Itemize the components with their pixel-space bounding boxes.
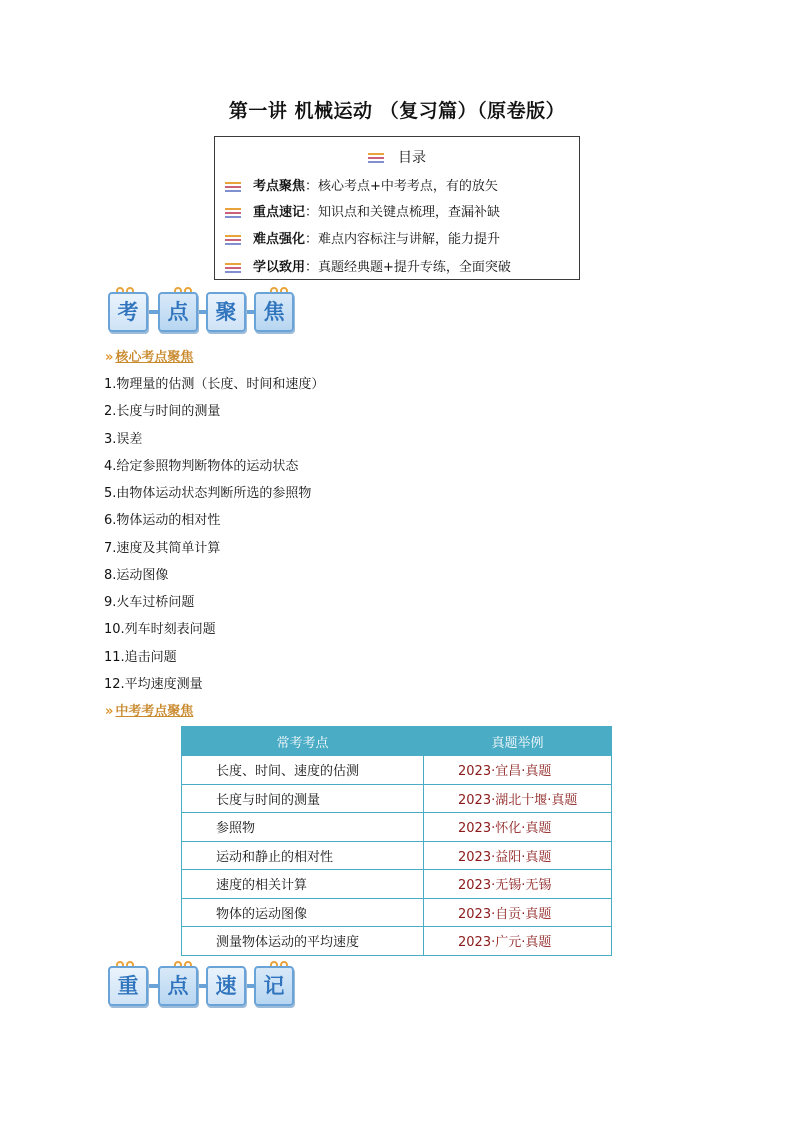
exam-example: 2023·宜昌·真题 bbox=[424, 756, 612, 785]
toc-row[interactable] bbox=[225, 175, 498, 194]
banner-char: 聚 bbox=[206, 292, 246, 332]
toc-row[interactable] bbox=[225, 256, 511, 275]
toc-row-desc: ：核心考点+中考考点，有的放矢 bbox=[305, 179, 498, 194]
toc-heading: 目录 bbox=[398, 150, 426, 166]
exam-example: 2023·自贡·真题 bbox=[424, 898, 612, 927]
toc-row-label: 考点聚焦 bbox=[253, 179, 306, 194]
exam-point: 物体的运动图像 bbox=[182, 898, 424, 927]
page-title: 第一讲 机械运动 （复习篇）（原卷版） bbox=[228, 100, 566, 122]
list-item: 8.运动图像 bbox=[104, 568, 169, 583]
exam-point: 长度与时间的测量 bbox=[182, 784, 424, 813]
double-chevron-icon: » bbox=[105, 704, 114, 719]
list-item: 4.给定参照物判断物体的运动状态 bbox=[104, 459, 299, 474]
toc-row-desc: ：难点内容标注与讲解，能力提升 bbox=[305, 232, 501, 247]
table-row bbox=[182, 784, 612, 813]
list-item: 3.误差 bbox=[104, 432, 143, 447]
list-item: 5.由物体运动状态判断所选的参照物 bbox=[104, 486, 312, 501]
exam-point: 速度的相关计算 bbox=[182, 870, 424, 899]
banner-char: 记 bbox=[254, 966, 294, 1006]
list-item: 2.长度与时间的测量 bbox=[104, 404, 221, 419]
table-header-row bbox=[182, 727, 612, 756]
list-icon bbox=[225, 182, 241, 192]
table-row bbox=[182, 898, 612, 927]
toc-row-label: 学以致用 bbox=[253, 260, 306, 275]
toc-row-desc: ：知识点和关键点梳理，查漏补缺 bbox=[305, 205, 501, 220]
table-row bbox=[182, 813, 612, 842]
exam-example: 2023·益阳·真题 bbox=[424, 841, 612, 870]
list-icon bbox=[368, 153, 384, 163]
banner-char: 考 bbox=[108, 292, 148, 332]
exam-points-table bbox=[181, 726, 612, 956]
banner-char: 点 bbox=[158, 292, 198, 332]
list-icon bbox=[225, 263, 241, 273]
double-chevron-icon: » bbox=[105, 350, 114, 365]
toc-row-desc: ：真题经典题+提升专练，全面突破 bbox=[305, 260, 511, 275]
list-item: 6.物体运动的相对性 bbox=[104, 513, 221, 528]
toc-row-label: 重点速记 bbox=[253, 205, 306, 220]
column-header: 常考考点 bbox=[182, 727, 424, 756]
table-row bbox=[182, 927, 612, 956]
list-item: 12.平均速度测量 bbox=[104, 677, 203, 692]
exam-point: 运动和静止的相对性 bbox=[182, 841, 424, 870]
table-row bbox=[182, 841, 612, 870]
toc-row[interactable] bbox=[225, 228, 500, 247]
exam-example: 2023·无锡·无锡 bbox=[424, 870, 612, 899]
section-heading-core: » 核心考点聚焦 bbox=[105, 350, 194, 365]
exam-example: 2023·广元·真题 bbox=[424, 927, 612, 956]
column-header: 真题举例 bbox=[424, 727, 612, 756]
section-heading-zhongkao: » 中考考点聚焦 bbox=[105, 704, 194, 719]
toc-row[interactable] bbox=[225, 201, 500, 220]
list-item: 1.物理量的估测（长度、时间和速度） bbox=[104, 377, 325, 392]
table-row bbox=[182, 756, 612, 785]
banner-char: 重 bbox=[108, 966, 148, 1006]
banner-char: 速 bbox=[206, 966, 246, 1006]
exam-example: 2023·湖北十堰·真题 bbox=[424, 784, 612, 813]
banner-char: 焦 bbox=[254, 292, 294, 332]
list-item: 10.列车时刻表问题 bbox=[104, 622, 216, 637]
toc-row-label: 难点强化 bbox=[253, 232, 306, 247]
table-of-contents bbox=[214, 136, 580, 280]
list-icon bbox=[225, 208, 241, 218]
table-row bbox=[182, 870, 612, 899]
banner-char: 点 bbox=[158, 966, 198, 1006]
exam-example: 2023·怀化·真题 bbox=[424, 813, 612, 842]
exam-point: 测量物体运动的平均速度 bbox=[182, 927, 424, 956]
list-item: 11.追击问题 bbox=[104, 650, 177, 665]
list-item: 9.火车过桥问题 bbox=[104, 595, 195, 610]
list-icon bbox=[225, 235, 241, 245]
exam-point: 参照物 bbox=[182, 813, 424, 842]
list-item: 7.速度及其简单计算 bbox=[104, 541, 221, 556]
exam-point: 长度、时间、速度的估测 bbox=[182, 756, 424, 785]
